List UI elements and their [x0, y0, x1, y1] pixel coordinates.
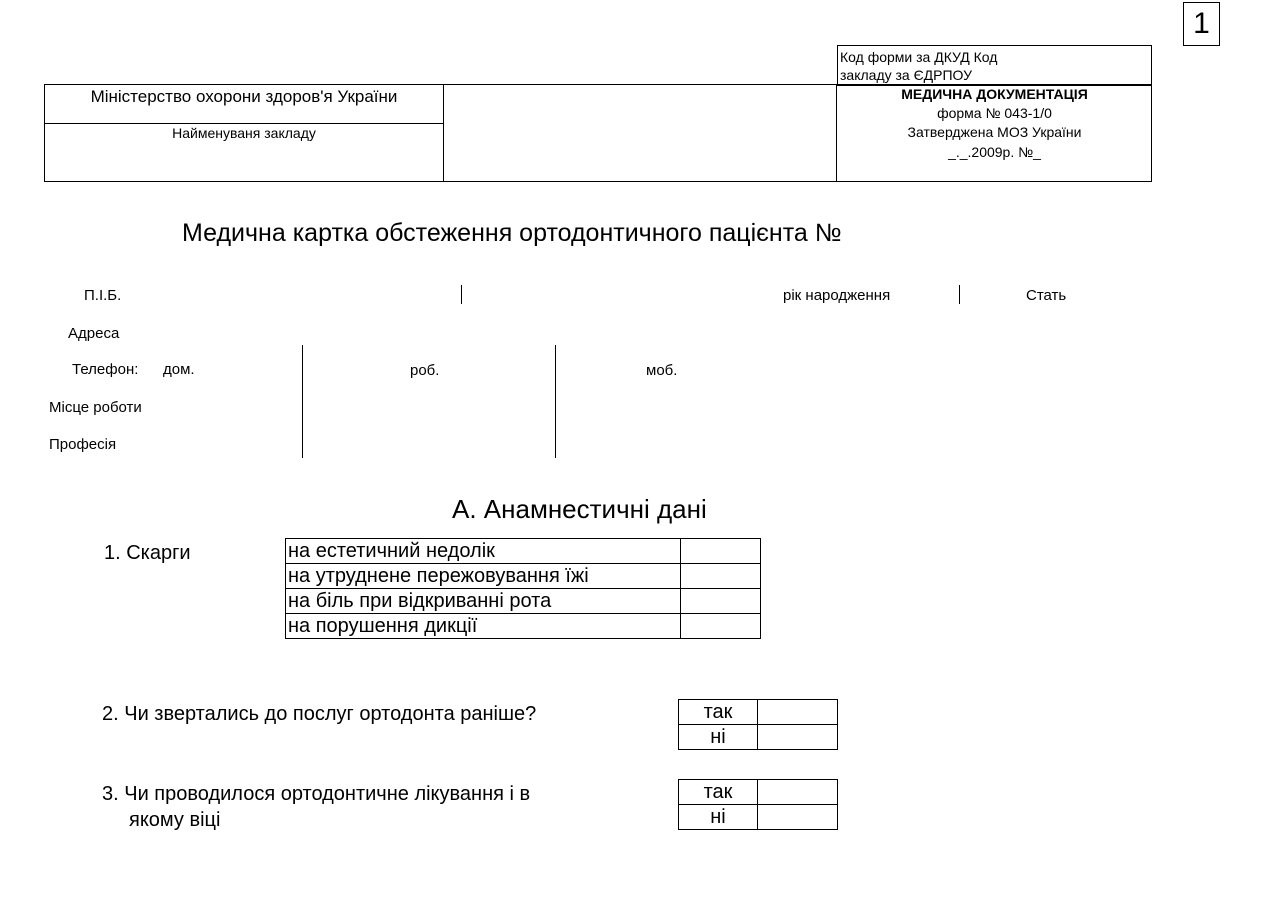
- table-row: [679, 725, 838, 750]
- name-label: П.І.Б.: [84, 287, 122, 304]
- q2-no-checkbox[interactable]: [758, 725, 838, 750]
- ministry-name: Міністерство охорони здоров'я України: [90, 87, 398, 106]
- table-row: [286, 539, 761, 564]
- complaint-option: на естетичний недолік: [286, 539, 681, 564]
- q3-no-checkbox[interactable]: [758, 805, 838, 830]
- profession-label: Професія: [49, 436, 117, 453]
- form-code-label: Код форми за ДКУД Код закладу за ЄДРПОУ: [840, 49, 998, 83]
- table-row: [679, 700, 838, 725]
- phone-mobile-label: моб.: [646, 362, 678, 379]
- name-field-divider: [461, 285, 462, 304]
- table-row: [286, 564, 761, 589]
- q3-label-line1: 3. Чи проводилося ортодонтичне лікування і в: [102, 783, 531, 805]
- table-row: [286, 589, 761, 614]
- q3-label-line2: якому віці: [129, 809, 221, 831]
- workplace-label: Місце роботи: [49, 399, 142, 416]
- q2-answer-table: [678, 699, 838, 750]
- complaint-checkbox[interactable]: [681, 564, 761, 589]
- complaint-checkbox[interactable]: [681, 589, 761, 614]
- q2-yes-checkbox[interactable]: [758, 700, 838, 725]
- medical-doc-title: МЕДИЧНА ДОКУМЕНТАЦІЯ: [901, 86, 1088, 102]
- section-a-title: А. Анамнестичні дані: [452, 494, 707, 524]
- complaint-checkbox[interactable]: [681, 539, 761, 564]
- institution-name-label: Найменуваня закладу: [172, 125, 316, 141]
- q3-answer-table: [678, 779, 838, 830]
- q2-no-label: ні: [679, 725, 758, 750]
- q3-no-label: ні: [679, 805, 758, 830]
- table-row: [679, 780, 838, 805]
- sex-label: Стать: [1026, 287, 1067, 304]
- phone-divider-1: [302, 345, 303, 458]
- q3-yes-checkbox[interactable]: [758, 780, 838, 805]
- header-ministry-divider: [44, 123, 443, 124]
- address-label: Адреса: [68, 325, 120, 342]
- complaint-option: на порушення дикції: [286, 614, 681, 639]
- page-number: 1: [1193, 7, 1210, 40]
- page-number-box: [1183, 2, 1220, 46]
- form-number: форма № 043-1/0: [937, 105, 1052, 121]
- complaint-option: на утруднене пережовування їжі: [286, 564, 681, 589]
- q2-yes-label: так: [679, 700, 758, 725]
- q1-label: 1. Скарги: [104, 542, 191, 564]
- approval-date: _._.2009р. №_: [948, 144, 1041, 160]
- phone-divider-2: [555, 345, 556, 458]
- phone-work-label: роб.: [410, 362, 440, 379]
- q2-label: 2. Чи звертались до послуг ортодонта раніше?: [102, 703, 537, 725]
- table-row: [679, 805, 838, 830]
- table-row: [286, 614, 761, 639]
- birth-year-label: рік народження: [783, 287, 891, 304]
- complaints-table: [285, 538, 761, 639]
- q3-yes-label: так: [679, 780, 758, 805]
- approved-by: Затверджена МОЗ України: [907, 124, 1082, 140]
- form-code-box: [837, 45, 1152, 86]
- phone-home-label: дом.: [163, 361, 195, 378]
- complaint-option: на біль при відкриванні рота: [286, 589, 681, 614]
- complaint-checkbox[interactable]: [681, 614, 761, 639]
- birth-year-divider: [959, 285, 960, 304]
- page-title: Медична картка обстеження ортодонтичного пацієнта №: [182, 219, 842, 247]
- phone-label: Телефон:: [72, 361, 139, 378]
